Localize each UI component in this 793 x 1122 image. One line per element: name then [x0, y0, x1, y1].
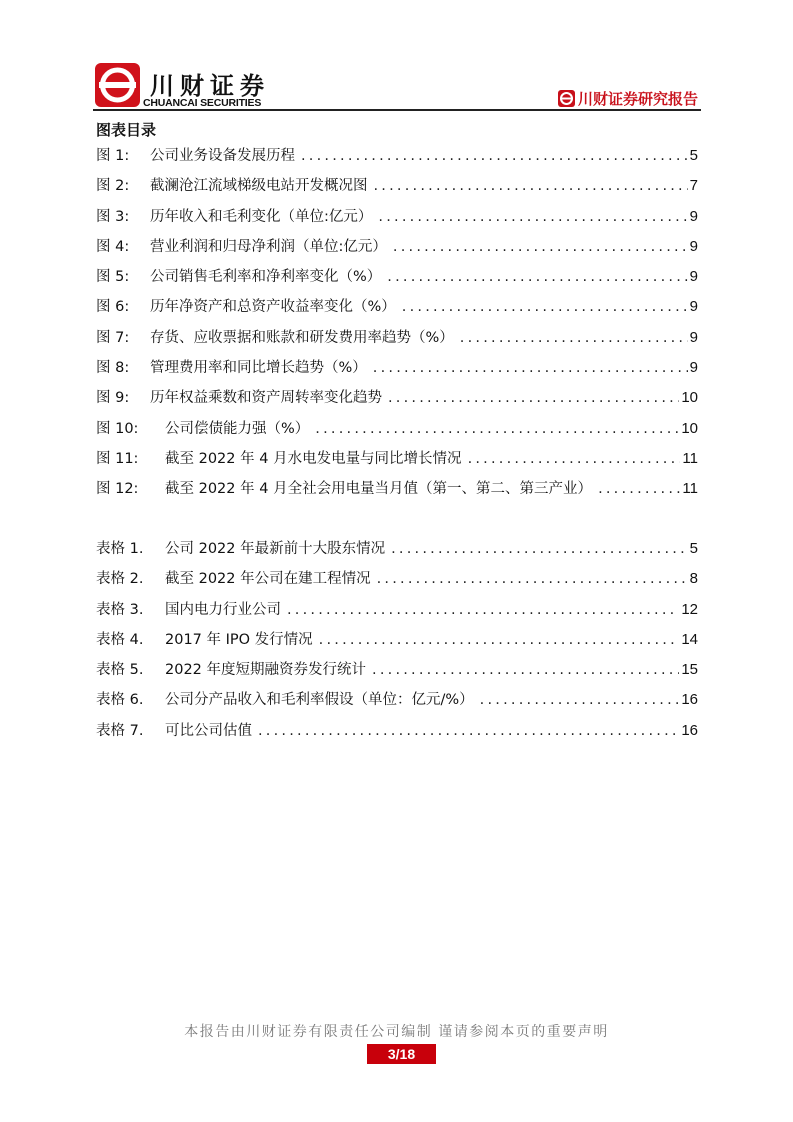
- header-divider: [93, 109, 701, 111]
- entry-label: 图 6:: [96, 299, 130, 316]
- figure-entry[interactable]: [96, 477, 698, 507]
- dot-leader: [393, 239, 688, 255]
- entry-page-number: 12: [681, 600, 698, 618]
- entry-page-number: 9: [689, 298, 698, 316]
- entry-page-number: 11: [682, 480, 698, 498]
- entry-label: 表格 3.: [96, 601, 144, 618]
- entry-label: 图 5:: [96, 269, 130, 286]
- entry-title: 2022 年度短期融资券发行统计: [165, 662, 367, 679]
- entry-label: 图 1:: [96, 148, 130, 164]
- entry-title: 历年净资产和总资产收益率变化（%）: [150, 299, 396, 316]
- logo-icon: [558, 90, 575, 107]
- entry-page-number: 15: [681, 661, 698, 679]
- dot-leader: [287, 602, 679, 618]
- table-entry[interactable]: [96, 567, 698, 597]
- entry-label: 图 2:: [96, 178, 130, 195]
- entry-title: 管理费用率和同比增长趋势（%）: [150, 360, 367, 377]
- entry-label: 表格 4.: [96, 631, 144, 648]
- dot-leader: [373, 360, 688, 376]
- entry-label: 图 3:: [96, 208, 130, 225]
- brand-name-en: CHUANCAI SECURITIES: [143, 97, 262, 109]
- entry-title: 营业利润和归母净利润（单位:亿元）: [150, 238, 387, 255]
- entry-page-number: 16: [681, 721, 698, 739]
- dot-leader: [468, 451, 681, 467]
- entry-page-number: 8: [689, 570, 698, 588]
- report-tag-text: 川财证券研究报告: [577, 90, 698, 108]
- entry-label: 图 12:: [96, 481, 139, 498]
- entry-label: 表格 6.: [96, 692, 144, 709]
- figure-entry[interactable]: [96, 386, 698, 416]
- table-entry[interactable]: [96, 688, 698, 718]
- dot-leader: [301, 148, 688, 164]
- entry-label: 图 11:: [96, 450, 139, 467]
- dot-leader: [402, 299, 688, 315]
- entry-label: 表格 7.: [96, 722, 144, 739]
- entry-title: 存货、应收票据和账款和研发费用率趋势（%）: [150, 329, 454, 346]
- entry-title: 历年权益乘数和资产周转率变化趋势: [150, 390, 382, 407]
- dot-leader: [315, 421, 679, 437]
- figure-entry[interactable]: [96, 417, 698, 447]
- entry-title: 截至 2022 年 4 月水电发电量与同比增长情况: [165, 450, 462, 467]
- entry-title: 公司 2022 年最新前十大股东情况: [165, 541, 386, 557]
- entry-page-number: 9: [689, 207, 698, 225]
- page-indicator: 3/18: [367, 1044, 436, 1064]
- figure-entry[interactable]: [96, 205, 698, 235]
- entry-page-number: 5: [689, 147, 698, 164]
- footer-disclaimer: 本报告由川财证券有限责任公司编制 谨请参阅本页的重要声明: [184, 1024, 609, 1040]
- company-logo: [95, 63, 140, 107]
- entry-page-number: 5: [689, 540, 698, 557]
- dot-leader: [391, 541, 688, 557]
- entry-page-number: 9: [689, 237, 698, 255]
- brand-name-cn: 川财证券: [150, 72, 270, 100]
- figure-list: [96, 144, 698, 508]
- entry-title: 截澜沧江流域梯级电站开发概况图: [150, 178, 368, 195]
- entry-title: 公司销售毛利率和净利率变化（%）: [150, 269, 382, 286]
- figure-entry[interactable]: [96, 265, 698, 295]
- figure-entry[interactable]: [96, 295, 698, 325]
- figure-entry[interactable]: [96, 235, 698, 265]
- entry-page-number: 11: [682, 449, 698, 467]
- figure-entry[interactable]: [96, 326, 698, 356]
- figure-entry[interactable]: [96, 447, 698, 477]
- entry-title: 公司业务设备发展历程: [150, 148, 295, 164]
- toc-title: 图表目录: [96, 121, 157, 139]
- dot-leader: [377, 571, 688, 587]
- entry-page-number: 10: [681, 419, 698, 437]
- entry-title: 2017 年 IPO 发行情况: [165, 631, 313, 648]
- entry-title: 公司分产品收入和毛利率假设（单位：亿元/%）: [165, 692, 474, 709]
- entry-page-number: 14: [681, 630, 698, 648]
- table-entry[interactable]: [96, 628, 698, 658]
- report-tag: [558, 88, 698, 109]
- dot-leader: [372, 662, 679, 678]
- entry-page-number: 10: [681, 389, 698, 407]
- dot-leader: [460, 330, 688, 346]
- dot-leader: [598, 481, 680, 497]
- dot-leader: [480, 692, 680, 708]
- entry-label: 表格 1.: [96, 541, 144, 557]
- entry-label: 图 4:: [96, 238, 130, 255]
- entry-page-number: 9: [689, 328, 698, 346]
- dot-leader: [378, 209, 687, 225]
- table-entry[interactable]: [96, 598, 698, 628]
- entry-title: 截至 2022 年公司在建工程情况: [165, 571, 371, 588]
- table-list: [96, 537, 698, 749]
- entry-label: 表格 2.: [96, 571, 144, 588]
- figure-entry[interactable]: [96, 356, 698, 386]
- entry-label: 图 8:: [96, 360, 130, 377]
- entry-label: 表格 5.: [96, 662, 144, 679]
- entry-title: 可比公司估值: [165, 722, 252, 739]
- entry-page-number: 7: [689, 177, 698, 195]
- entry-title: 公司偿债能力强（%）: [165, 420, 310, 437]
- entry-title: 历年收入和毛利变化（单位:亿元）: [150, 208, 373, 225]
- dot-leader: [374, 178, 688, 194]
- table-entry[interactable]: [96, 537, 698, 567]
- entry-label: 图 9:: [96, 390, 130, 407]
- dot-leader: [388, 390, 679, 406]
- entry-page-number: 9: [689, 268, 698, 286]
- figure-entry[interactable]: [96, 174, 698, 204]
- entry-page-number: 16: [681, 691, 698, 709]
- entry-page-number: 9: [689, 359, 698, 377]
- dot-leader: [258, 723, 679, 739]
- dot-leader: [387, 269, 687, 285]
- entry-title: 国内电力行业公司: [165, 601, 281, 618]
- entry-label: 图 7:: [96, 329, 130, 346]
- entry-title: 截至 2022 年 4 月全社会用电量当月值（第一、第二、第三产业）: [165, 481, 593, 498]
- figure-entry[interactable]: [96, 144, 698, 174]
- table-entry[interactable]: [96, 719, 698, 749]
- dot-leader: [319, 632, 680, 648]
- table-entry[interactable]: [96, 658, 698, 688]
- entry-label: 图 10:: [96, 420, 139, 437]
